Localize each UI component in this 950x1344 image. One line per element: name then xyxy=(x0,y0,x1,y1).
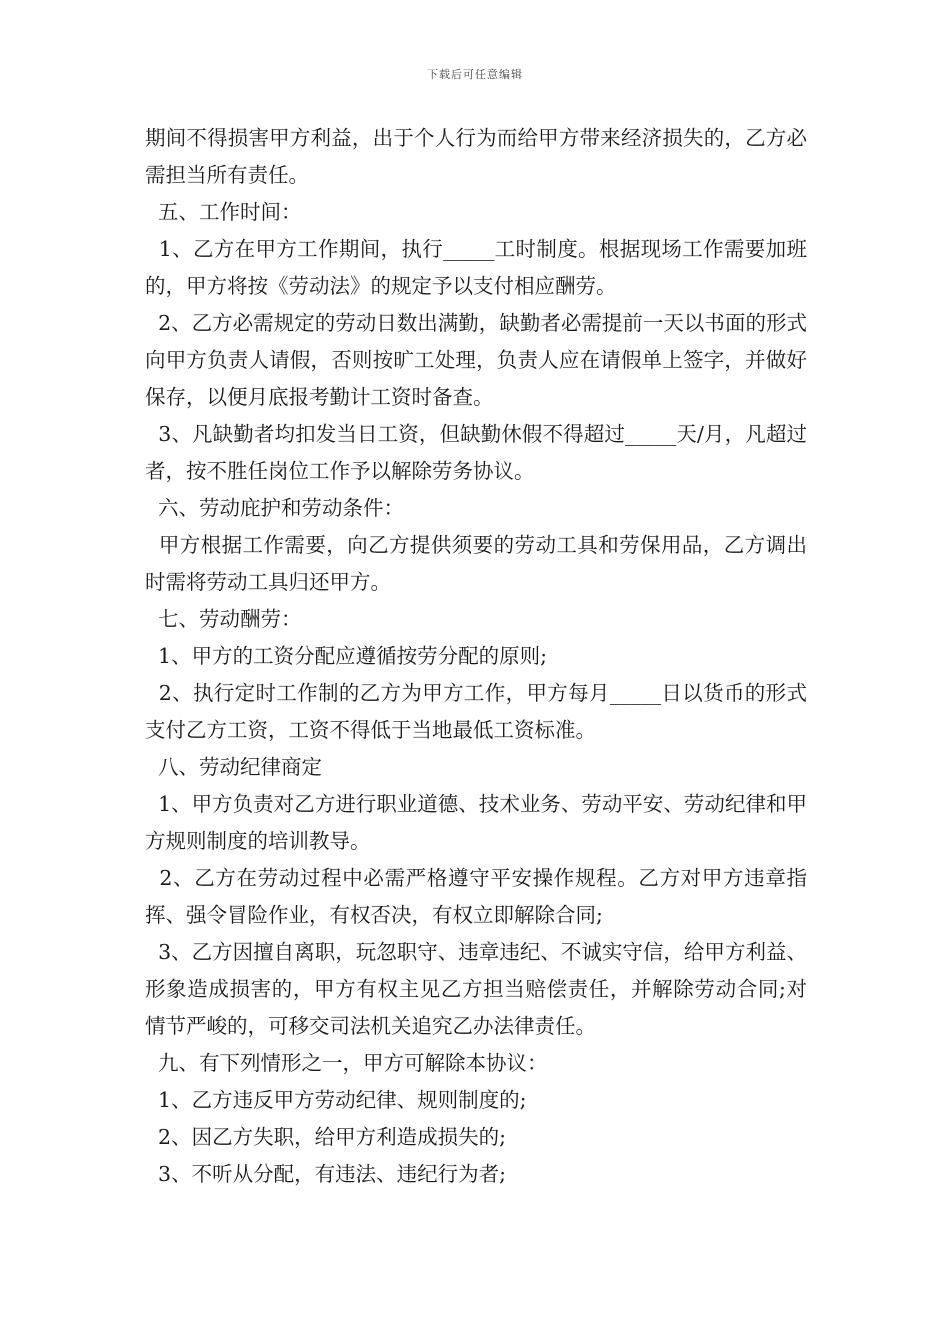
section-heading-termination: 九、有下列情形之一，甲方可解除本协议： xyxy=(145,1051,548,1075)
clause-8-1: 1、甲方负责对乙方进行职业道德、技术业务、劳动平安、劳动纪律和甲方规则制度的培训教导。 xyxy=(145,792,807,853)
clause-6-body: 甲方根据工作需要，向乙方提供须要的劳动工具和劳保用品，乙方调出时需将劳动工具归还甲方。 xyxy=(145,533,807,594)
clause-5-1: 1、乙方在甲方工作期间，执行_____工时制度。根据现场工作需要加班的，甲方将按《劳动法》的规定予以支付相应酬劳。 xyxy=(145,237,807,298)
clause-9-2: 2、因乙方失职，给甲方利造成损失的; xyxy=(145,1125,506,1149)
clause-9-3: 3、不听从分配，有违法、违纪行为者; xyxy=(145,1162,506,1186)
document-body xyxy=(145,120,807,1193)
clause-7-1: 1、甲方的工资分配应遵循按劳分配的原则; xyxy=(145,644,547,668)
section-heading-remuneration: 七、劳动酬劳： xyxy=(145,607,302,631)
clause-9-1: 1、乙方违反甲方劳动纪律、规则制度的; xyxy=(145,1088,527,1112)
paragraph-continuation: 期间不得损害甲方利益，出于个人行为而给甲方带来经济损失的，乙方必需担当所有责任。 xyxy=(145,126,807,187)
section-heading-discipline: 八、劳动纪律商定 xyxy=(145,755,323,779)
clause-7-2: 2、执行定时工作制的乙方为甲方工作，甲方每月_____日以货币的形式支付乙方工资，工资不得低于当地最低工资标准。 xyxy=(145,681,807,742)
clause-5-3: 3、凡缺勤者均扣发当日工资，但缺勤休假不得超过_____天/月，凡超过者，按不胜任岗位工作予以解除劳务协议。 xyxy=(145,422,807,483)
clause-5-2: 2、乙方必需规定的劳动日数出满勤，缺勤者必需提前一天以书面的形式向甲方负责人请假，否则按旷工处理，负责人应在请假单上签字，并做好保存，以便月底报考勤计工资时备查。 xyxy=(145,311,807,409)
section-heading-labor-protection: 六、劳动庇护和劳动条件： xyxy=(145,496,405,520)
section-heading-work-time: 五、工作时间： xyxy=(145,200,302,224)
clause-8-2: 2、乙方在劳动过程中必需严格遵守平安操作规程。乙方对甲方违章指挥、强令冒险作业，有权否决，有权立即解除合同; xyxy=(145,866,807,927)
clause-8-3: 3、乙方因擅自离职，玩忽职守、违章违纪、不诚实守信，给甲方利益、形象造成损害的，甲方有权主见乙方担当赔偿责任，并解除劳动合同;对情节严峻的，可移交司法机关追究乙办法律责任。 xyxy=(145,940,807,1038)
page-header-note: 下载后可任意编辑 xyxy=(427,68,523,81)
